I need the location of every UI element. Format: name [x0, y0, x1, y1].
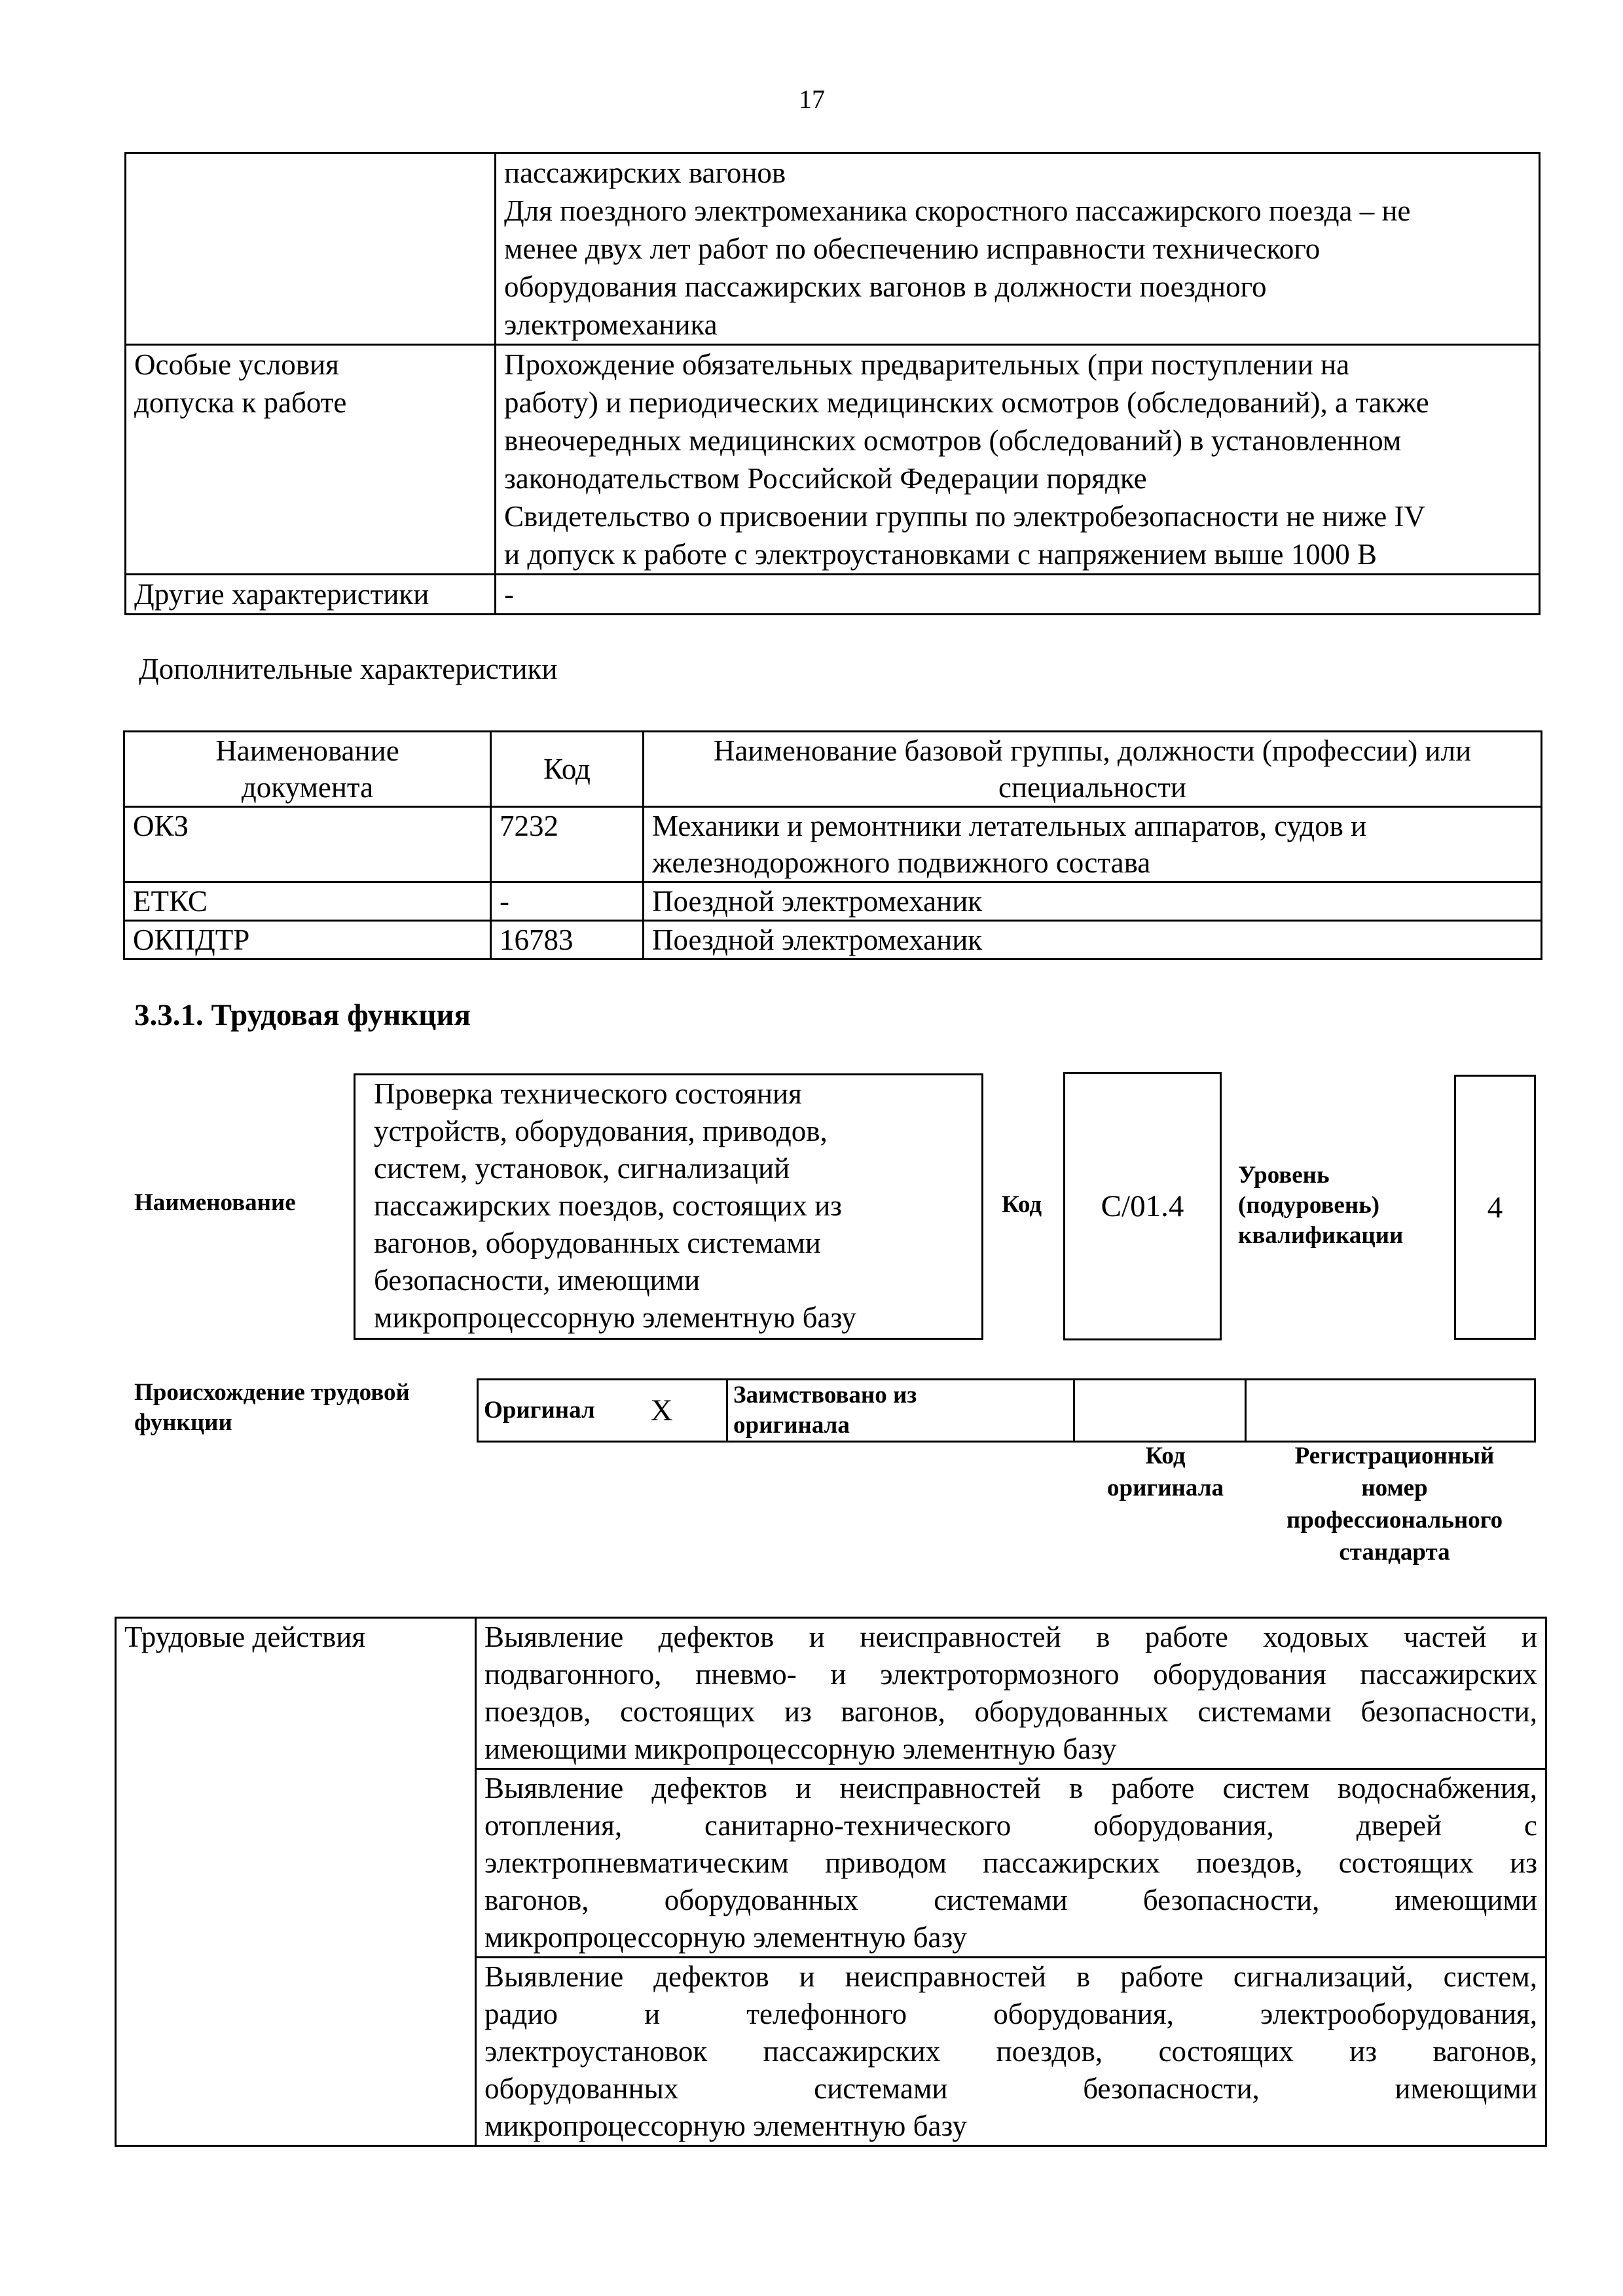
- text-line: Наименование: [215, 734, 399, 767]
- header-doc: [124, 732, 491, 807]
- header-code: Код: [491, 732, 644, 807]
- additional-title: Дополнительные характеристики: [139, 653, 558, 685]
- labor-actions-label: Трудовые действия: [116, 1618, 476, 2146]
- text-line: вагонов, оборудованных системами безопасности, имеющими: [484, 1884, 1537, 1916]
- code-value-box: C/01.4: [1063, 1072, 1222, 1340]
- text-line: микропроцессорную элементную базу: [374, 1301, 856, 1334]
- text-line: оригинала: [733, 1412, 850, 1439]
- text-line: радио и телефонного оборудования, электрооборудования,: [484, 1998, 1537, 2030]
- text-line: квалификации: [1238, 1222, 1404, 1249]
- text-line: профессионального: [1286, 1507, 1503, 1534]
- original-label: Оригинал: [478, 1380, 646, 1442]
- text-line: внеочередных медицинских осмотров (обследований) в установленном: [504, 424, 1402, 457]
- table-cell: -: [491, 882, 644, 921]
- text-line: номер: [1361, 1475, 1428, 1501]
- text-line: оборудования пассажирских вагонов в должности поездного: [504, 270, 1267, 303]
- original-code-cell: [1074, 1380, 1246, 1442]
- text-line: электромеханика: [504, 308, 718, 341]
- table-row: [478, 1380, 1535, 1442]
- text-line: и допуск к работе с электроустановками с напряжением выше 1000 В: [504, 538, 1377, 571]
- text-line: микропроцессорную элементную базу: [484, 2109, 967, 2142]
- text-line: менее двух лет работ по обеспечению исправности технического: [504, 232, 1321, 265]
- text-line: допуска к работе: [134, 386, 347, 419]
- text-line: оборудованных системами безопасности, имеющими: [484, 2072, 1537, 2105]
- text-line: Код: [1145, 1443, 1186, 1469]
- level-value-box: 4: [1454, 1075, 1536, 1340]
- table-cell: ЕТКС: [124, 882, 491, 921]
- text-line: работу) и периодических медицинских осмотров (обследований), а также: [504, 386, 1429, 419]
- text-line: пассажирских поездов, состоящих из: [374, 1189, 842, 1222]
- text-line: Свидетельство о присвоении группы по электробезопасности не ниже IV: [504, 500, 1425, 533]
- table-cell: -: [496, 575, 1540, 615]
- text-line: Происхождение трудовой: [134, 1379, 410, 1406]
- action-item: [476, 1618, 1546, 1769]
- text-line: подвагонного, пневмо- и электротормозного оборудования пассажирских: [484, 1658, 1537, 1691]
- text-line: микропроцессорную элементную базу: [484, 1921, 967, 1954]
- text-line: Регистрационный: [1294, 1443, 1495, 1469]
- table-row: [124, 807, 1542, 882]
- table-cell: [496, 345, 1540, 575]
- text-line: Заимствовано из: [733, 1382, 917, 1408]
- table-cell: ОКПДТР: [124, 921, 491, 960]
- labor-actions-table: [115, 1617, 1547, 2147]
- text-line: поездов, состоящих из вагонов, оборудованных системами безопасности,: [484, 1695, 1537, 1728]
- text-line: Выявление дефектов и неисправностей в работе ходовых частей и: [484, 1621, 1537, 1653]
- borrowed-label: [727, 1380, 1074, 1442]
- name-label: Наименование: [134, 1189, 296, 1216]
- text-line: Особые условия: [134, 348, 339, 381]
- origin-label: [134, 1378, 410, 1438]
- table-cell: [126, 153, 496, 345]
- text-line: систем, установок, сигнализаций: [374, 1152, 790, 1185]
- text-line: (подуровень): [1238, 1192, 1380, 1219]
- labor-function-name-box: [354, 1073, 983, 1340]
- table-cell: 7232: [491, 807, 644, 882]
- text-line: Выявление дефектов и неисправностей в работе систем водоснабжения,: [484, 1772, 1537, 1804]
- table-cell: [644, 807, 1542, 882]
- text-line: Прохождение обязательных предварительных (при поступлении на: [504, 348, 1350, 381]
- table-cell: ОКЗ: [124, 807, 491, 882]
- table-row: [116, 1618, 1546, 1769]
- text-line: вагонов, оборудованных системами: [374, 1227, 821, 1259]
- table-row: [124, 921, 1542, 960]
- additional-table: [123, 730, 1542, 960]
- text-line: безопасности, имеющими: [374, 1264, 701, 1297]
- text-line: электроустановок пассажирских поездов, состоящих из вагонов,: [484, 2035, 1537, 2068]
- text-line: пассажирских вагонов: [504, 156, 786, 189]
- text-line: Для поездного электромеханика скоростного пассажирского поезда – не: [504, 194, 1411, 227]
- row-label-special-conditions: [126, 345, 496, 575]
- table-row: [124, 882, 1542, 921]
- requirements-table: [124, 152, 1541, 615]
- text-line: Наименование базовой группы, должности (профессии) или: [713, 734, 1472, 767]
- text-line: специальности: [998, 771, 1186, 804]
- text-line: законодательством Российской Федерации порядке: [504, 462, 1147, 495]
- table-row: [126, 345, 1540, 575]
- text-line: функции: [134, 1409, 232, 1436]
- table-cell: [496, 153, 1540, 345]
- text-line: стандарта: [1339, 1539, 1450, 1566]
- table-row: [126, 575, 1540, 615]
- level-label: [1238, 1160, 1403, 1251]
- action-item: [476, 1769, 1546, 1958]
- origin-table: [477, 1378, 1536, 1443]
- row-label-other: Другие характеристики: [126, 575, 496, 615]
- text-line: Выявление дефектов и неисправностей в работе сигнализаций, систем,: [484, 1960, 1537, 1993]
- text-line: Проверка технического состояния: [374, 1077, 802, 1110]
- table-cell: Поездной электромеханик: [644, 921, 1542, 960]
- section-title: 3.3.1. Трудовая функция: [134, 998, 471, 1032]
- text-line: Уровень: [1238, 1162, 1330, 1189]
- original-mark: X: [646, 1380, 727, 1442]
- text-line: документа: [241, 771, 374, 804]
- text-line: отопления, санитарно-технического оборудования, дверей с: [484, 1809, 1537, 1842]
- text-line: устройств, оборудования, приводов,: [374, 1115, 828, 1147]
- header-group: [644, 732, 1542, 807]
- code-caption: [1074, 1440, 1257, 1504]
- registration-caption: [1257, 1440, 1532, 1568]
- table-row: [126, 153, 1540, 345]
- text-line: электропневматическим приводом пассажирских поездов, состоящих из: [484, 1846, 1537, 1879]
- code-label: Код: [1002, 1191, 1042, 1218]
- page-number: 17: [799, 84, 825, 114]
- action-item: [476, 1958, 1546, 2146]
- text-line: железнодорожного подвижного состава: [652, 846, 1151, 879]
- table-cell: Поездной электромеханик: [644, 882, 1542, 921]
- text-line: имеющими микропроцессорную элементную базу: [484, 1732, 1117, 1765]
- text-line: оригинала: [1107, 1475, 1224, 1501]
- text-line: Механики и ремонтники летательных аппаратов, судов и: [652, 810, 1367, 842]
- table-cell: 16783: [491, 921, 644, 960]
- table-header-row: [124, 732, 1542, 807]
- registration-number-cell: [1246, 1380, 1535, 1442]
